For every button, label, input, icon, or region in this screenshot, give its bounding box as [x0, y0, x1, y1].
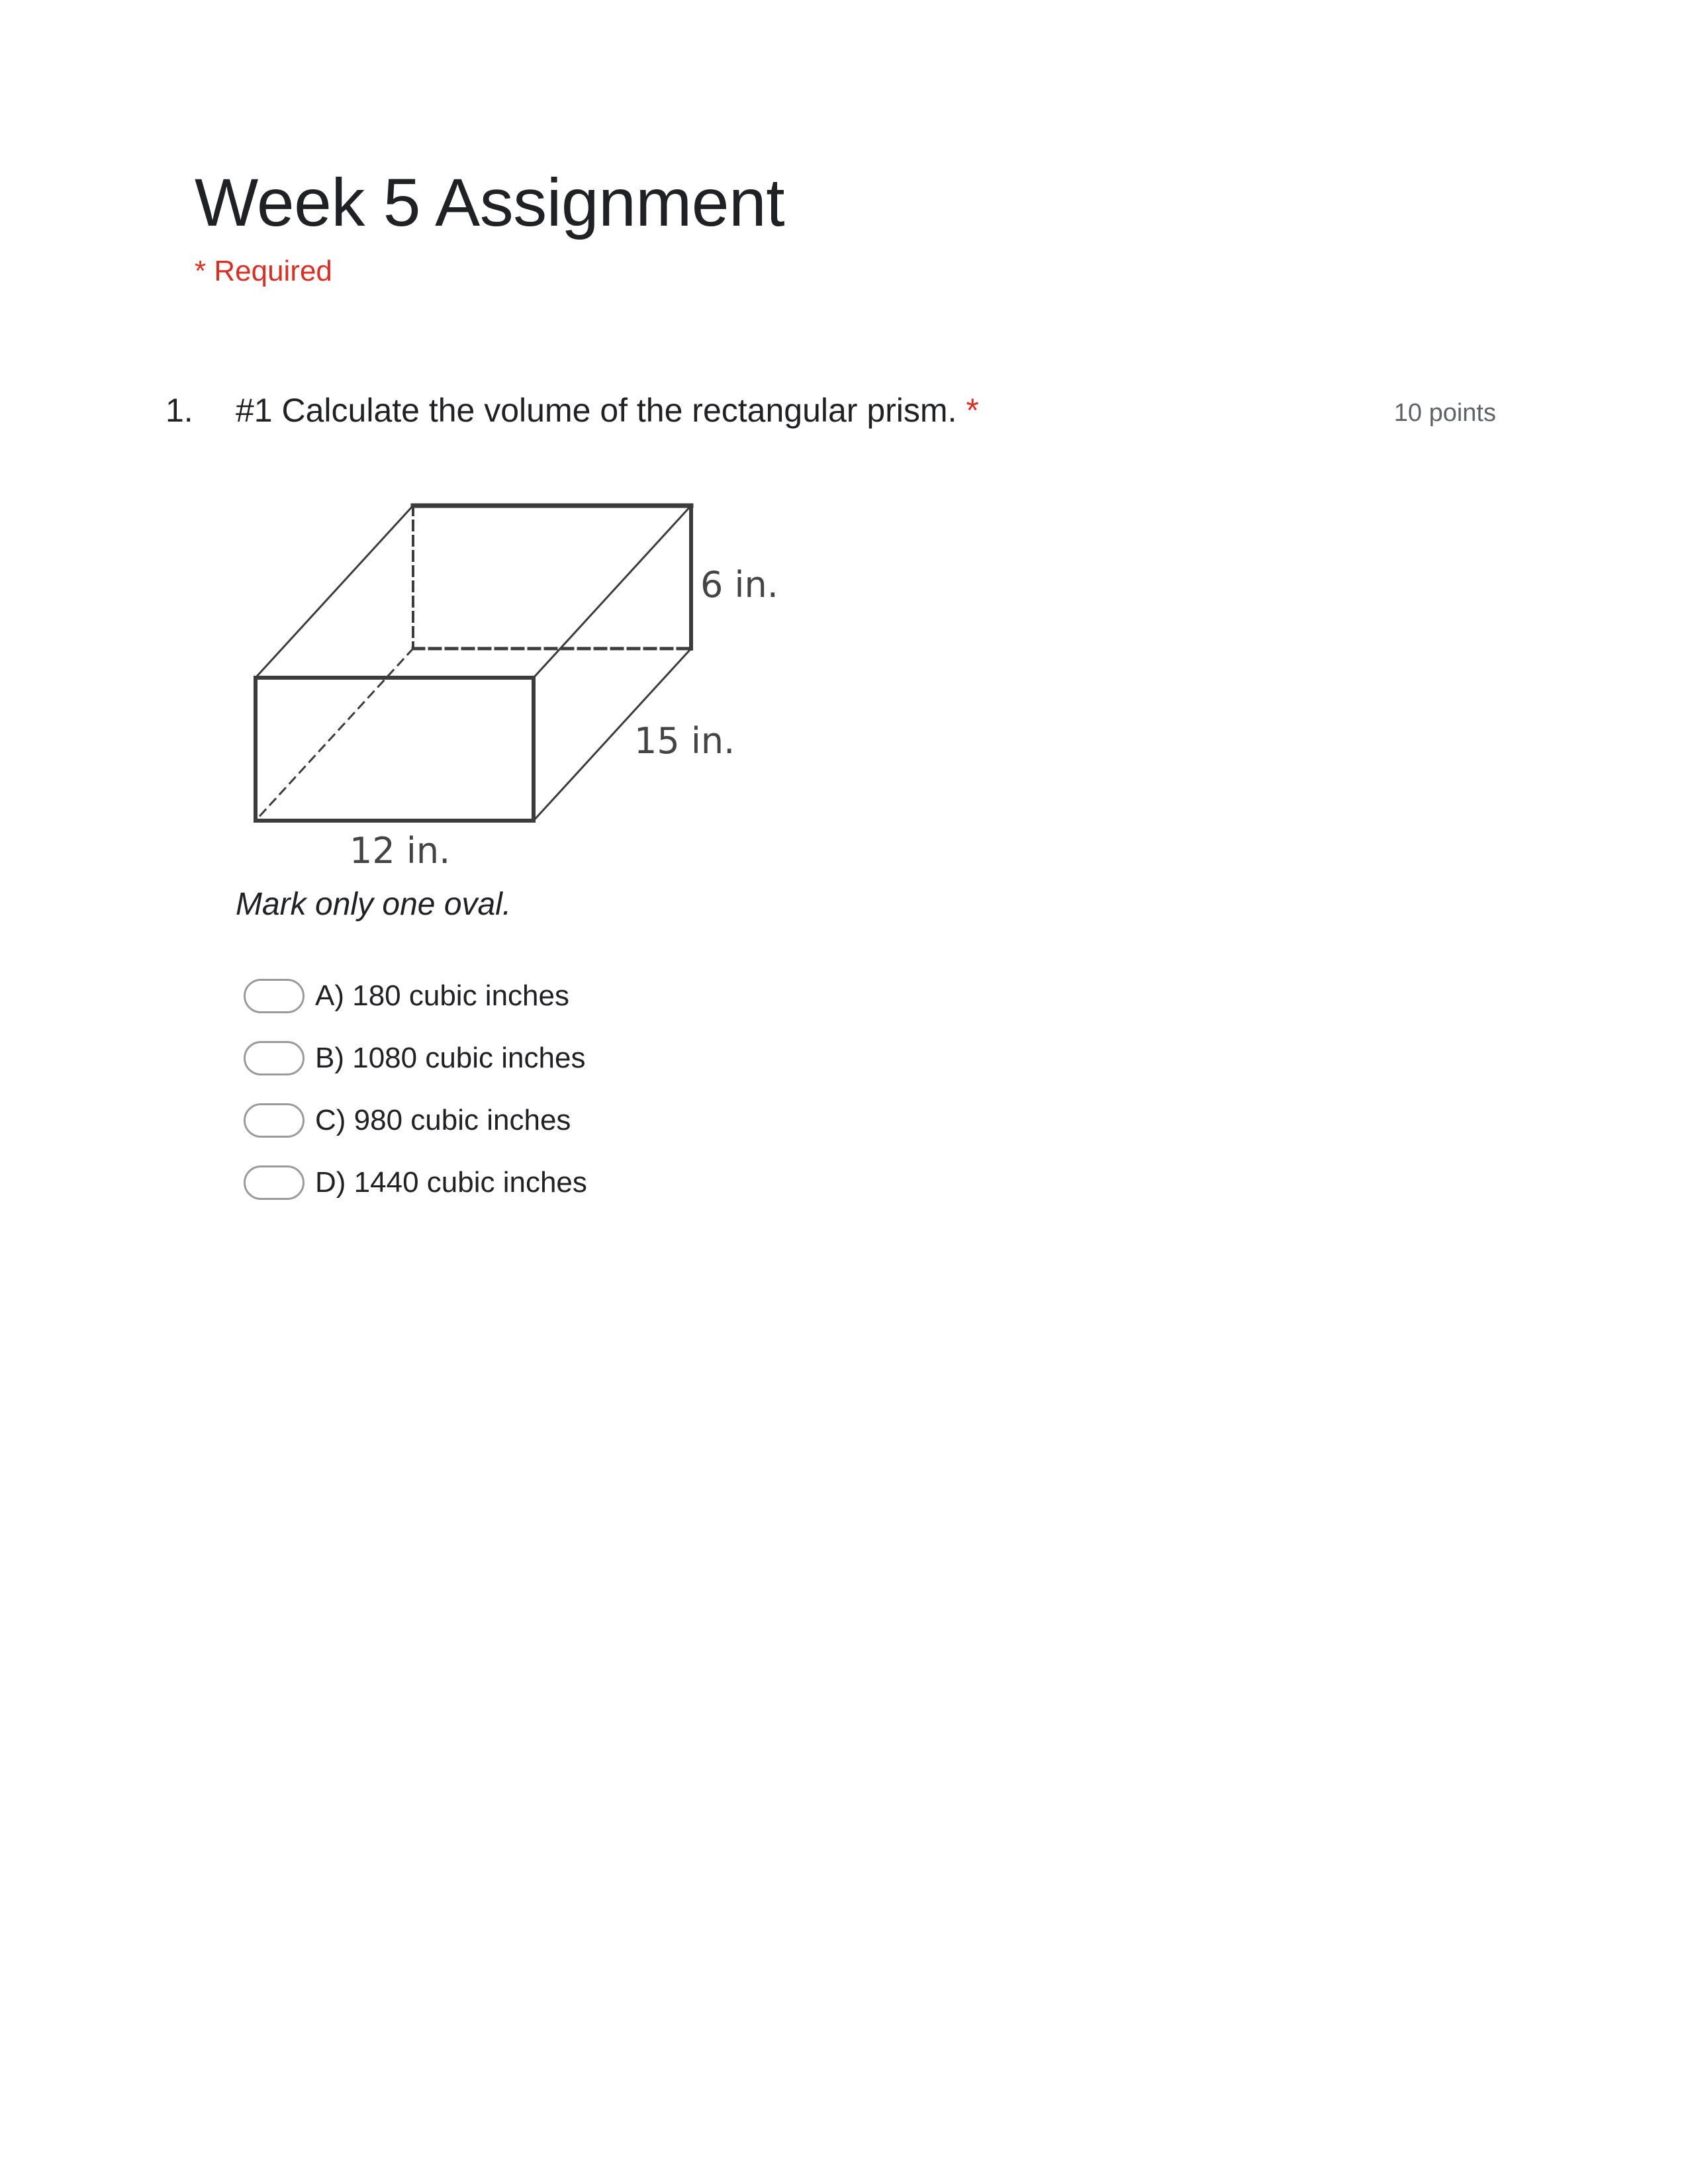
prism-edge [534, 506, 691, 678]
rectangular-prism-figure [238, 503, 808, 880]
question-title-text: #1 Calculate the volume of the rectangular prism. [236, 392, 957, 429]
question-number: 1. [165, 392, 193, 429]
option-label: B) 1080 cubic inches [315, 1041, 586, 1074]
oval-radio[interactable] [244, 1041, 305, 1075]
question-points: 10 points [1393, 399, 1496, 427]
option-a[interactable] [244, 965, 587, 1027]
instruction-text: Mark only one oval. [236, 887, 512, 922]
option-c[interactable] [244, 1089, 587, 1152]
width-label: 12 in. [350, 830, 451, 872]
option-d[interactable] [244, 1152, 587, 1214]
prism-hidden-edge [256, 649, 413, 821]
height-label: 6 in. [700, 564, 778, 606]
oval-radio[interactable] [244, 1165, 305, 1200]
oval-radio[interactable] [244, 1103, 305, 1138]
oval-radio[interactable] [244, 979, 305, 1013]
rectangular-prism-diagram [238, 503, 808, 880]
prism-front-face [256, 678, 534, 821]
option-label: D) 1440 cubic inches [315, 1165, 587, 1199]
answer-options [244, 965, 587, 1214]
required-note: * Required [195, 255, 332, 287]
option-label: C) 980 cubic inches [315, 1103, 571, 1136]
question-title [236, 390, 979, 430]
option-label: A) 180 cubic inches [315, 979, 569, 1012]
prism-edge [256, 506, 413, 678]
required-star: * [966, 392, 979, 429]
option-b[interactable] [244, 1027, 587, 1089]
depth-label: 15 in. [634, 720, 735, 762]
form-title: Week 5 Assignment [195, 165, 785, 240]
